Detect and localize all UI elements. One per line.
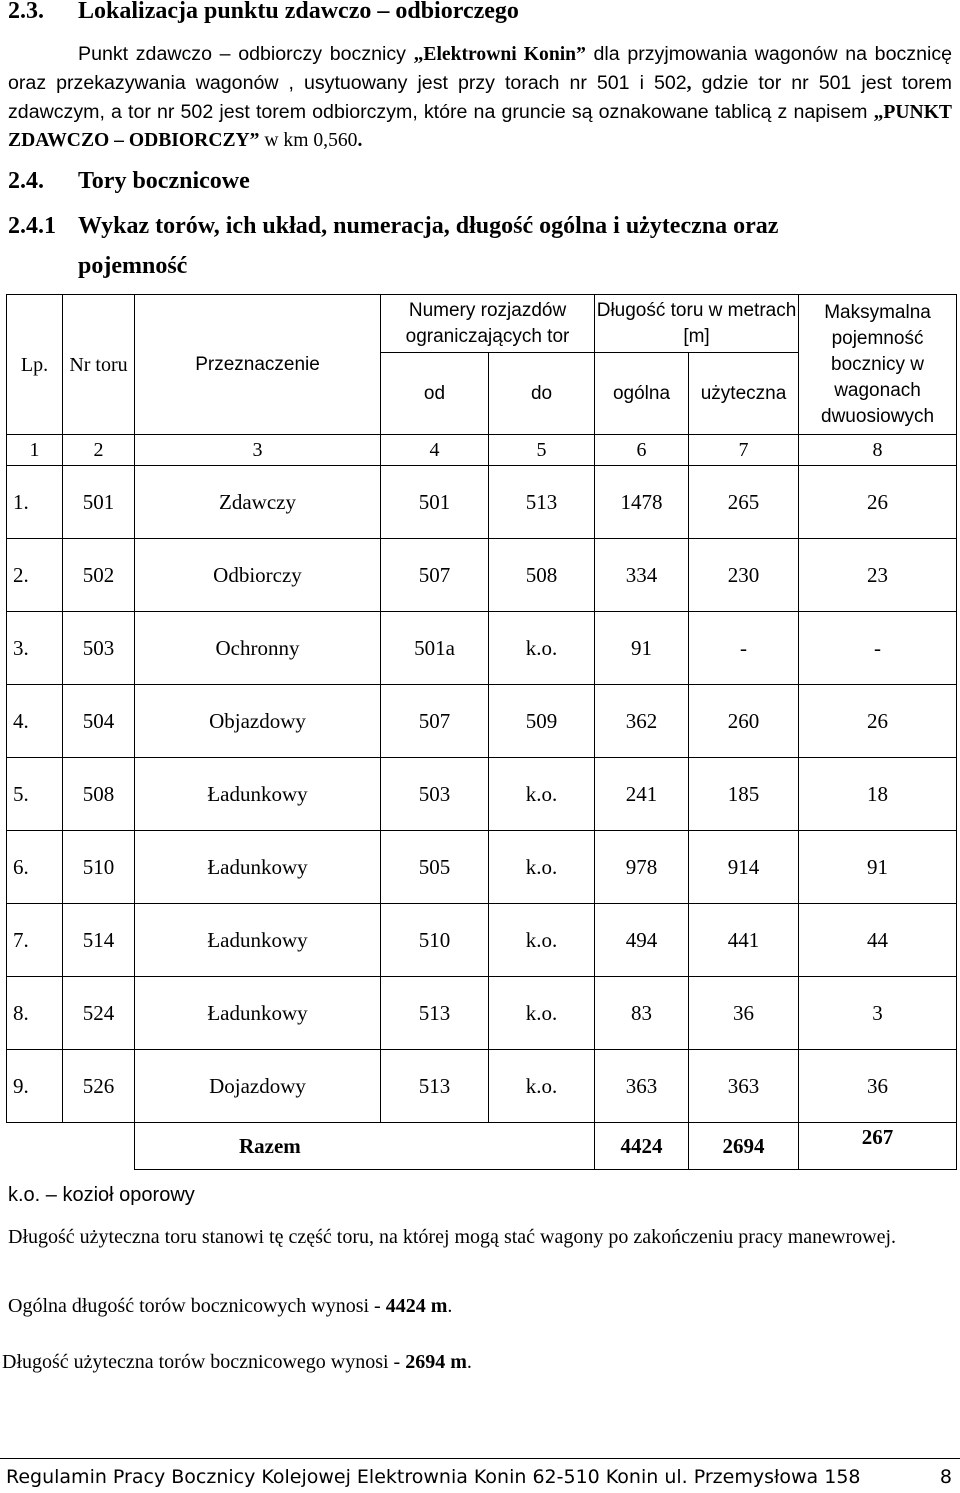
column-number: 3 [135,435,381,466]
para-text: gdzie tor nr 501 jest torem zdawczym, a tor nr 502 jest torem odbiorczym, które na gruncie są oznakowane tablicą z napisem [8,72,952,123]
cell-do: k.o. [489,612,595,685]
cell-nr-toru: 526 [63,1050,135,1123]
cell-nr-toru: 502 [63,539,135,612]
cell-nr-toru: 508 [63,758,135,831]
column-number: 5 [489,435,595,466]
cell-ogolna: 91 [595,612,689,685]
definition-paragraph: Długość użyteczna toru stanowi tę część toru, na której mogą stać wagony po zakończeniu pracy manewrowej. [8,1226,896,1248]
cell-lp: 6. [7,831,63,904]
footer-divider [0,1458,960,1459]
cell-lp: 1. [7,466,63,539]
header-uzyteczna: użyteczna [689,353,799,435]
para-bold-name: „Elektrowni Konin” [413,44,586,65]
legend-note: k.o. – kozioł oporowy [8,1184,195,1206]
cell-ogolna: 334 [595,539,689,612]
cell-nr-toru: 503 [63,612,135,685]
cell-przeznaczenie: Ładunkowy [135,977,381,1050]
cell-od: 505 [381,831,489,904]
header-pojemnosc: Maksymalna pojemność bocznicy w wagonach dwuosiowych [799,295,957,435]
column-number: 1 [7,435,63,466]
section-number: 2.3. [8,0,44,24]
tracks-table [6,294,957,1170]
cell-do: k.o. [489,758,595,831]
cell-ogolna: 362 [595,685,689,758]
useful-length-line: Długość użyteczna torów bocznicowego wynosi - 2694 m. [2,1351,472,1373]
cell-pojemnosc: 91 [799,831,957,904]
column-number: 2 [63,435,135,466]
total-label: Razem [135,1123,595,1170]
section-title: Tory bocznicowe [78,168,250,194]
cell-ogolna: 241 [595,758,689,831]
section-heading-2-3 [8,0,519,25]
cell-do: 509 [489,685,595,758]
table-row [7,904,957,977]
cell-nr-toru: 504 [63,685,135,758]
cell-do: 513 [489,466,595,539]
cell-lp: 9. [7,1050,63,1123]
cell-ogolna: 363 [595,1050,689,1123]
section-heading-2-4 [8,168,250,195]
header-przeznaczenie: Przeznaczenie [135,295,381,435]
cell-uzyteczna: 260 [689,685,799,758]
cell-nr-toru: 510 [63,831,135,904]
section-heading-2-4-1 [8,206,952,286]
column-number: 6 [595,435,689,466]
cell-do: 508 [489,539,595,612]
cell-do: k.o. [489,977,595,1050]
header-rozjazdy: Numery rozjazdów ograniczających tor [381,295,595,353]
cell-przeznaczenie: Zdawczy [135,466,381,539]
header-od: od [381,353,489,435]
para-bold-comma: , [686,73,692,94]
cell-ogolna: 1478 [595,466,689,539]
cell-nr-toru: 524 [63,977,135,1050]
cell-ogolna: 978 [595,831,689,904]
cell-pojemnosc: 3 [799,977,957,1050]
cell-od: 507 [381,685,489,758]
cell-uzyteczna: 363 [689,1050,799,1123]
table-row [7,612,957,685]
cell-przeznaczenie: Ładunkowy [135,904,381,977]
header-nr-toru: Nr toru [63,295,135,435]
section-title: Lokalizacja punktu zdawczo – odbiorczego [78,0,519,24]
cell-lp: 3. [7,612,63,685]
cell-uzyteczna: - [689,612,799,685]
cell-pojemnosc: 23 [799,539,957,612]
cell-od: 501a [381,612,489,685]
para-text: w km 0,560 [259,130,358,151]
header-dlugosc: Długość toru w metrach [m] [595,295,799,353]
footer-text: Regulamin Pracy Bocznicy Kolejowej Elektrownia Konin 62-510 Konin ul. Przemysłowa 158 [6,1466,861,1488]
table-row [7,685,957,758]
total-pojemnosc: 267 [799,1123,957,1170]
page-number: 8 [939,1466,952,1488]
header-ogolna: ogólna [595,353,689,435]
section-title-cont: pojemność [78,253,188,279]
cell-pojemnosc: 26 [799,466,957,539]
table-row [7,977,957,1050]
cell-uzyteczna: 185 [689,758,799,831]
cell-uzyteczna: 441 [689,904,799,977]
section-number: 2.4.1 [8,213,56,239]
cell-ogolna: 494 [595,904,689,977]
table-row [7,466,957,539]
useful-length-value: 2694 m [405,1351,467,1373]
para-bold-sign: „PUNKT ZDAWCZO – ODBIORCZY” [8,102,952,151]
cell-od: 513 [381,1050,489,1123]
cell-do: k.o. [489,1050,595,1123]
cell-przeznaczenie: Objazdowy [135,685,381,758]
cell-przeznaczenie: Ochronny [135,612,381,685]
total-length-value: 4424 m [385,1295,448,1317]
section-number: 2.4. [8,168,44,194]
cell-pojemnosc: 18 [799,758,957,831]
para-bold-dot: . [357,130,363,151]
cell-nr-toru: 514 [63,904,135,977]
cell-lp: 2. [7,539,63,612]
cell-od: 513 [381,977,489,1050]
cell-ogolna: 83 [595,977,689,1050]
column-number: 4 [381,435,489,466]
total-ogolna: 4424 [595,1123,689,1170]
header-do: do [489,353,595,435]
header-lp: Lp. [7,295,63,435]
total-row [7,1123,957,1170]
cell-pojemnosc: 44 [799,904,957,977]
cell-do: k.o. [489,831,595,904]
cell-przeznaczenie: Dojazdowy [135,1050,381,1123]
cell-od: 510 [381,904,489,977]
cell-lp: 7. [7,904,63,977]
para-text: dla przyjmowania wagonów na bocznicę oraz przekazywania wagonów , usytuowany jest przy torach nr 501 i 502 [8,43,953,94]
cell-przeznaczenie: Odbiorczy [135,539,381,612]
total-uzyteczna: 2694 [689,1123,799,1170]
paragraph-location [8,40,952,155]
cell-lp: 4. [7,685,63,758]
column-number: 8 [799,435,957,466]
table-row [7,539,957,612]
cell-od: 503 [381,758,489,831]
cell-uzyteczna: 914 [689,831,799,904]
cell-uzyteczna: 36 [689,977,799,1050]
cell-od: 507 [381,539,489,612]
cell-przeznaczenie: Ładunkowy [135,831,381,904]
column-numbers-row [7,435,957,466]
section-title: Wykaz torów, ich układ, numeracja, długość ogólna i użyteczna oraz [78,213,779,239]
cell-nr-toru: 501 [63,466,135,539]
total-length-line: Ogólna długość torów bocznicowych wynosi - 4424 m. [8,1295,453,1317]
cell-przeznaczenie: Ładunkowy [135,758,381,831]
cell-uzyteczna: 265 [689,466,799,539]
para-text: Punkt zdawczo – odbiorczy bocznicy [78,43,414,65]
cell-pojemnosc: 36 [799,1050,957,1123]
cell-do: k.o. [489,904,595,977]
page-footer [6,1466,952,1488]
table-row [7,1050,957,1123]
cell-uzyteczna: 230 [689,539,799,612]
table-row [7,758,957,831]
column-number: 7 [689,435,799,466]
cell-pojemnosc: 26 [799,685,957,758]
table-body [7,466,957,1123]
cell-lp: 8. [7,977,63,1050]
cell-pojemnosc: - [799,612,957,685]
cell-od: 501 [381,466,489,539]
table-row [7,831,957,904]
cell-lp: 5. [7,758,63,831]
